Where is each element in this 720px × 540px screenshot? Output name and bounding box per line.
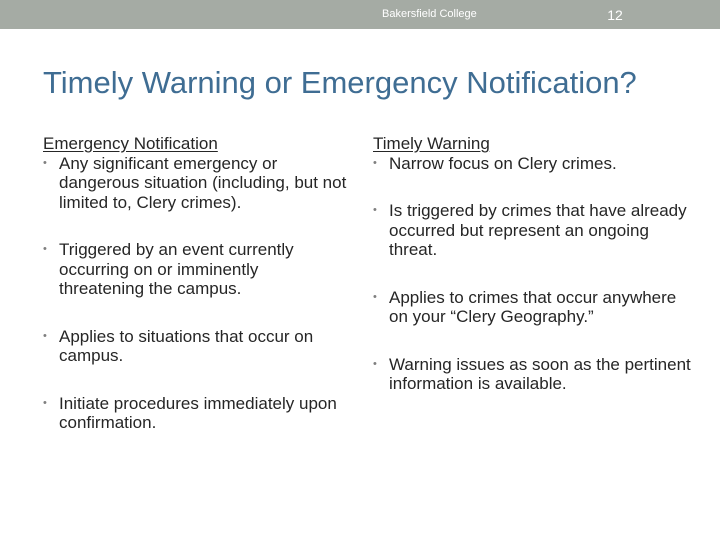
bullet-text: Warning issues as soon as the pertinent information is available. <box>389 354 691 393</box>
header-bar <box>0 0 720 29</box>
emergency-notification-column <box>43 134 348 433</box>
bullet-text: Initiate procedures immediately upon confirmation. <box>59 393 337 432</box>
bullet-text: Applies to situations that occur on campus. <box>59 326 314 365</box>
slide-title: Timely Warning or Emergency Notification? <box>43 65 637 100</box>
list-item <box>43 327 348 366</box>
bullet-icon: • <box>373 357 377 370</box>
list-item <box>43 154 348 213</box>
timely-warning-column <box>373 134 693 394</box>
bullet-icon: • <box>373 156 377 169</box>
bullet-icon: • <box>43 243 47 255</box>
slide-number: 12 <box>607 7 623 23</box>
list-item <box>373 288 693 327</box>
bullet-text: Narrow focus on Clery crimes. <box>389 153 617 173</box>
list-item <box>373 201 693 260</box>
bullet-icon: • <box>373 290 377 303</box>
bullet-icon: • <box>43 329 47 342</box>
list-item <box>373 355 693 394</box>
timely-warning-heading: Timely Warning <box>373 134 490 153</box>
list-item <box>43 240 348 299</box>
list-item <box>43 394 348 433</box>
footer-text: Bakersfield College <box>382 8 477 20</box>
bullet-icon: • <box>43 156 47 169</box>
emergency-notification-list <box>43 154 348 433</box>
bullet-text: Triggered by an event currently occurring on or imminently threatening the campus. <box>59 240 294 298</box>
bullet-text: Applies to crimes that occur anywhere on your “Clery Geography.” <box>389 287 677 326</box>
bullet-icon: • <box>373 204 377 216</box>
bullet-icon: • <box>43 396 47 409</box>
list-item <box>373 154 693 174</box>
emergency-notification-heading: Emergency Notification <box>43 134 218 153</box>
bullet-text: Is triggered by crimes that have already occurred but represent an ongoing threat. <box>389 201 687 259</box>
bullet-text: Any significant emergency or dangerous situation (including, but not limited to, Clery crimes). <box>59 153 347 212</box>
timely-warning-list <box>373 154 693 394</box>
